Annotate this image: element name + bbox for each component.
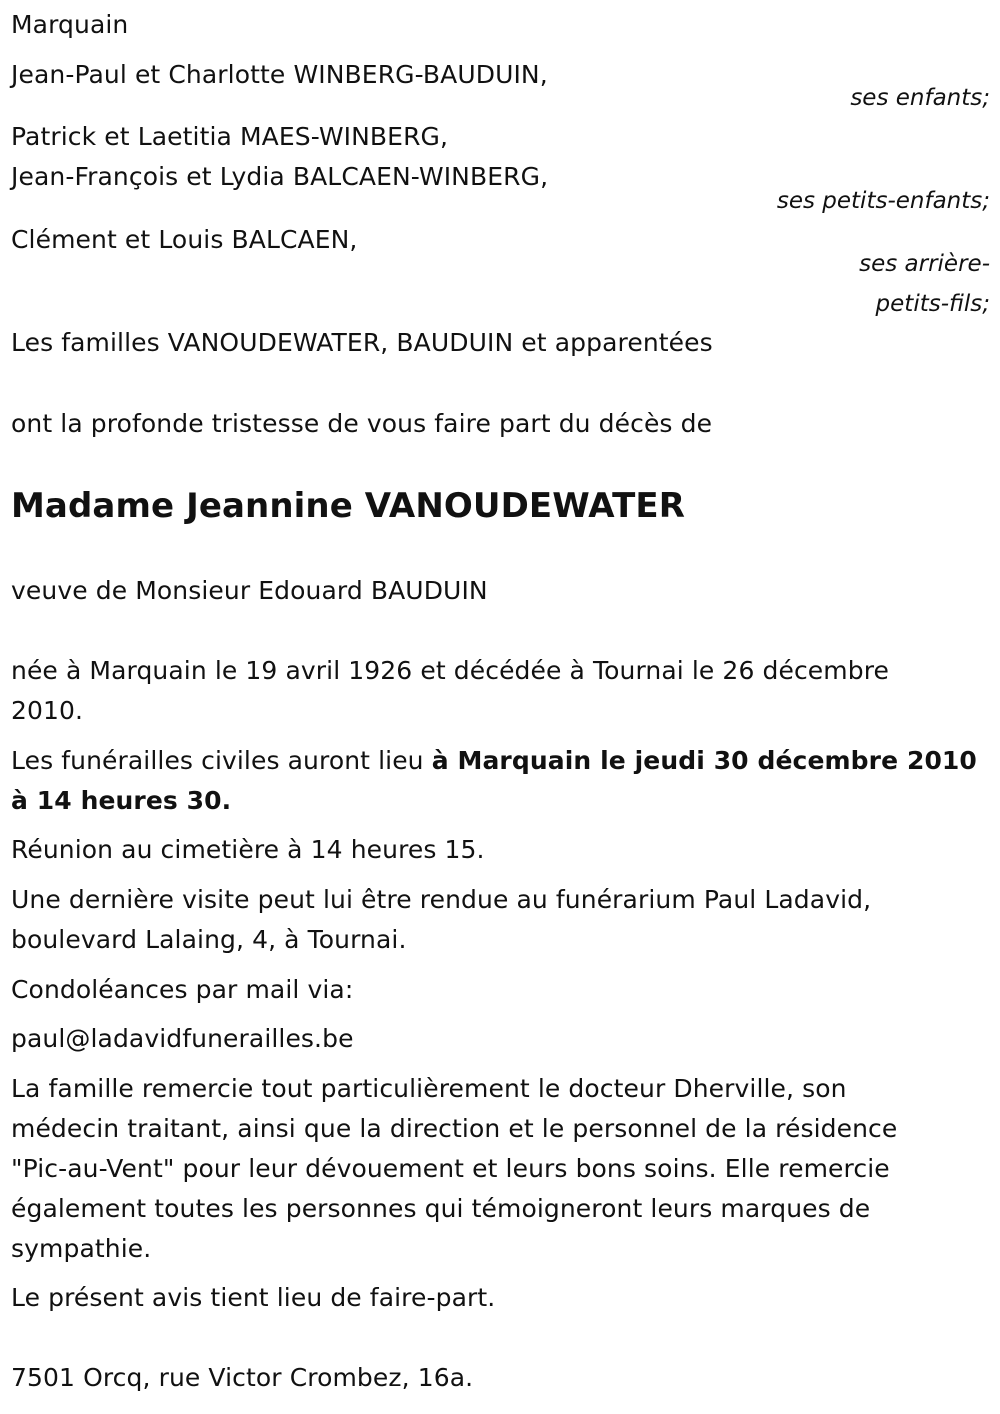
condolences-label: Condoléances par mail via: [11, 975, 354, 1004]
grandchildren-line-2: Jean-François et Lydia BALCAEN-WINBERG, [11, 162, 549, 191]
grandchildren-line-1: Patrick et Laetitia MAES-WINBERG, [11, 122, 449, 151]
widow-of: veuve de Monsieur Edouard BAUDUIN [11, 576, 488, 605]
last-visit-info: Une dernière visite peut lui être rendue au funérarium Paul Ladavid, boulevard Lalaing, 4, à Tournai. [11, 885, 872, 954]
notice-text: Le présent avis tient lieu de faire-part. [11, 1283, 496, 1312]
other-families: Les familles VANOUDEWATER, BAUDUIN et apparentées [11, 328, 713, 357]
great-grandchildren-names: Clément et Louis BALCAEN, [11, 225, 358, 254]
announcement-intro: ont la profonde tristesse de vous faire part du décès de [11, 409, 713, 438]
place-heading: Marquain [11, 10, 129, 39]
birth-death-dates: née à Marquain le 19 avril 1926 et décédée à Tournai le 26 décembre 2010. [11, 656, 890, 725]
condolences-email: paul@ladavidfunerailles.be [11, 1024, 354, 1053]
great-grandchildren-role-line-1: ses arrière- [859, 251, 990, 277]
funeral-details [11, 741, 990, 821]
funeral-prefix: Les funérailles civiles auront lieu [11, 746, 432, 775]
funeral-date-time: à Marquain le jeudi 30 décembre 2010 à 14 heures 30. [11, 746, 977, 815]
cemetery-meeting: Réunion au cimetière à 14 heures 15. [11, 835, 485, 864]
grandchildren-role: ses petits-enfants; [776, 188, 990, 214]
thanks-text: La famille remercie tout particulièrement le docteur Dherville, son médecin traitant, ainsi que la direction et le personnel de la résidence "Pic-au-Vent" pour leur dévouement et leurs bons soins. Elle remercie également toutes les personnes qui témoigneront leurs marques de sympathie. [11, 1074, 898, 1263]
children-role: ses enfants; [850, 85, 990, 111]
deceased-name: Madame Jeannine VANOUDEWATER [11, 486, 685, 526]
great-grandchildren-role-line-2: petits-fils; [875, 291, 990, 317]
children-names: Jean-Paul et Charlotte WINBERG-BAUDUIN, [11, 60, 548, 89]
family-address: 7501 Orcq, rue Victor Crombez, 16a. [11, 1363, 474, 1392]
